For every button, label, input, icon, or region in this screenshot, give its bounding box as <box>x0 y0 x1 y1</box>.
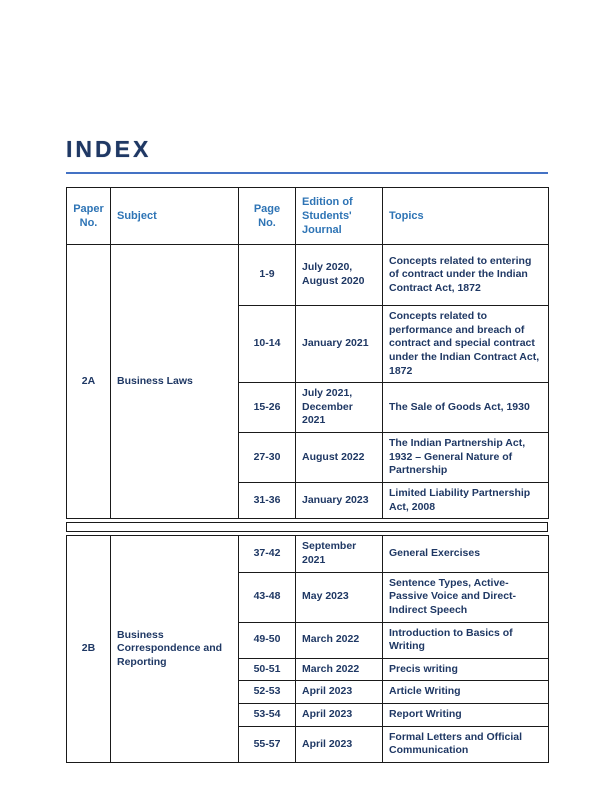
subject-bcr: Business Correspondence and Reporting <box>111 536 239 763</box>
document-content <box>66 138 548 763</box>
topic: Report Writing <box>383 704 549 727</box>
subject-business-laws: Business Laws <box>111 245 239 519</box>
header-topics: Topics <box>383 188 549 245</box>
page-range: 50-51 <box>239 658 296 681</box>
page-range: 15-26 <box>239 383 296 433</box>
edition: April 2023 <box>296 704 383 727</box>
table-row <box>67 536 549 572</box>
page-range: 53-54 <box>239 704 296 727</box>
edition: April 2023 <box>296 726 383 762</box>
edition: July 2021, December 2021 <box>296 383 383 433</box>
header-subject: Subject <box>111 188 239 245</box>
topic: The Sale of Goods Act, 1930 <box>383 383 549 433</box>
topic: Concepts related to entering of contract under the Indian Contract Act, 1872 <box>383 245 549 306</box>
edition: January 2023 <box>296 483 383 519</box>
page-range: 31-36 <box>239 483 296 519</box>
edition: July 2020, August 2020 <box>296 245 383 306</box>
page-range: 52-53 <box>239 681 296 704</box>
topic: Article Writing <box>383 681 549 704</box>
table-row <box>67 245 549 306</box>
topic: Formal Letters and Official Communication <box>383 726 549 762</box>
topic: Introduction to Basics of Writing <box>383 622 549 658</box>
topic: Limited Liability Partnership Act, 2008 <box>383 483 549 519</box>
paper-no-2b: 2B <box>67 536 111 763</box>
page-range: 37-42 <box>239 536 296 572</box>
header-paper-no: Paper No. <box>67 188 111 245</box>
edition: May 2023 <box>296 572 383 622</box>
header-edition: Edition of Students' Journal <box>296 188 383 245</box>
edition: August 2022 <box>296 433 383 483</box>
page-title: INDEX <box>66 136 152 162</box>
edition: January 2021 <box>296 306 383 383</box>
header-page-no: Page No. <box>239 188 296 245</box>
table-header-row <box>67 188 549 245</box>
topic: Sentence Types, Active-Passive Voice and Direct-Indirect Speech <box>383 572 549 622</box>
edition: March 2022 <box>296 622 383 658</box>
edition: September 2021 <box>296 536 383 572</box>
page-range: 55-57 <box>239 726 296 762</box>
topic: General Exercises <box>383 536 549 572</box>
index-table-section-bcr <box>66 535 549 763</box>
edition: March 2022 <box>296 658 383 681</box>
paper-no-2a: 2A <box>67 245 111 519</box>
topic: The Indian Partnership Act, 1932 – General Nature of Partnership <box>383 433 549 483</box>
edition: April 2023 <box>296 681 383 704</box>
title-underline-rule <box>66 172 548 174</box>
page-range: 10-14 <box>239 306 296 383</box>
page-range: 49-50 <box>239 622 296 658</box>
page-range: 1-9 <box>239 245 296 306</box>
index-table-section-business-laws <box>66 187 549 519</box>
topic: Concepts related to performance and breach of contract and special contract under the Indian Contract Act, 1872 <box>383 306 549 383</box>
page-range: 27-30 <box>239 433 296 483</box>
section-separator-row <box>66 522 548 532</box>
topic: Precis writing <box>383 658 549 681</box>
page-range: 43-48 <box>239 572 296 622</box>
